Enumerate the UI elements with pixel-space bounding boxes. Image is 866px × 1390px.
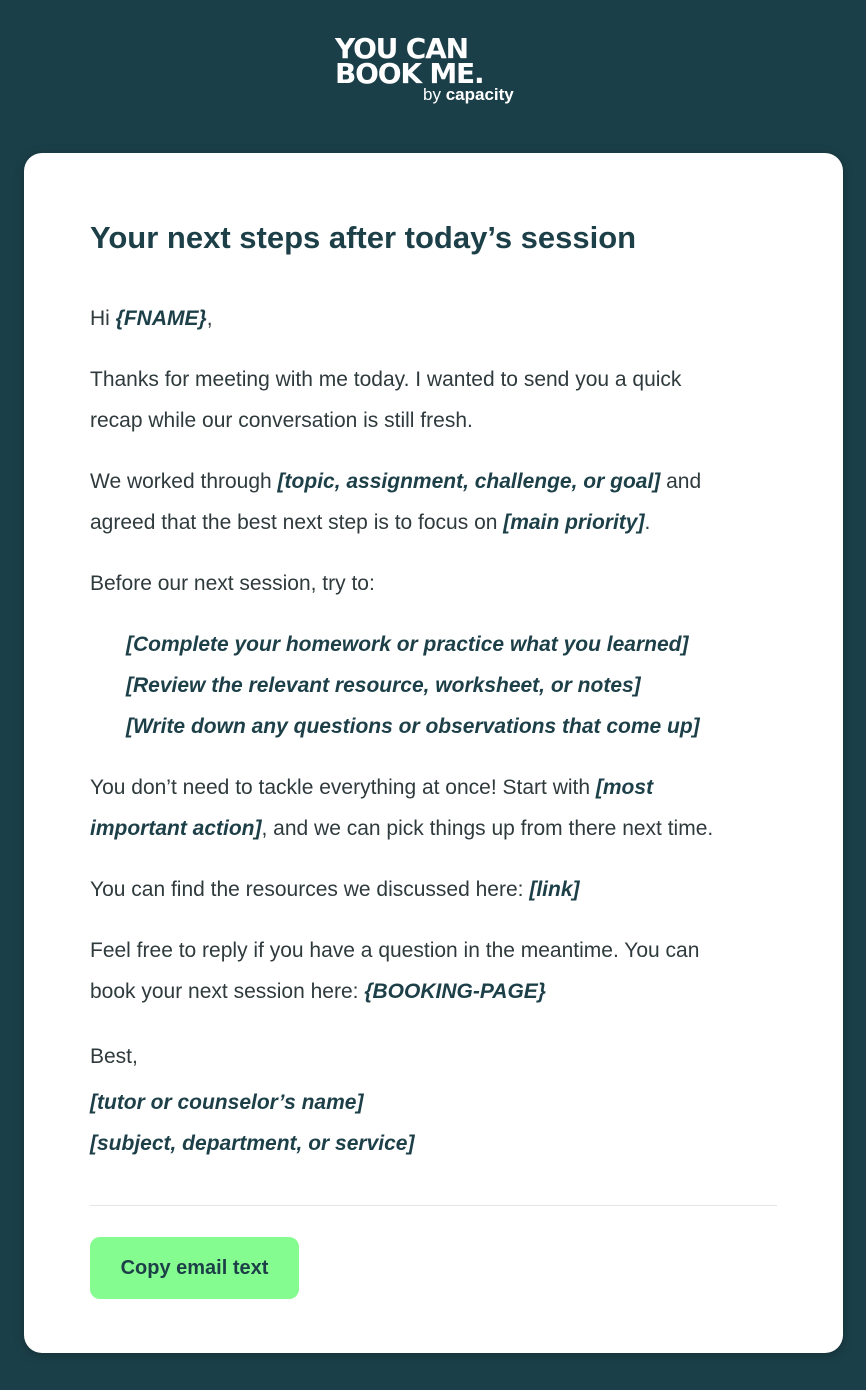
fname-placeholder: {FNAME} bbox=[115, 307, 207, 330]
reply-line-1: Feel free to reply if you have a question in the meantime. You can bbox=[90, 939, 700, 962]
priority-placeholder: [main priority] bbox=[503, 511, 645, 534]
task-item: [Write down any questions or observations that come up] bbox=[126, 715, 700, 738]
copy-email-text-button[interactable]: Copy email text bbox=[90, 1237, 299, 1299]
logo-by: by bbox=[423, 85, 441, 104]
email-template-card bbox=[24, 153, 843, 1353]
logo-company: capacity bbox=[445, 85, 514, 104]
reply-text: book your next session here: bbox=[90, 980, 365, 1003]
paragraph-before-next: Before our next session, try to: bbox=[90, 572, 375, 595]
paragraph-worked-through bbox=[90, 461, 701, 543]
tackle-text-2: , and we can pick things up from there next time. bbox=[261, 817, 714, 840]
greeting-suffix: , bbox=[206, 307, 213, 330]
action-placeholder-start: [most bbox=[595, 776, 654, 799]
logo-line-1: YOU CAN bbox=[335, 32, 468, 65]
worked-text-1: We worked through bbox=[90, 470, 278, 493]
signature-department-placeholder: [subject, department, or service] bbox=[90, 1132, 415, 1155]
paragraph-thanks-line-2: recap while our conversation is still fresh. bbox=[90, 409, 473, 432]
task-list bbox=[126, 624, 700, 747]
paragraph-thanks bbox=[90, 359, 681, 441]
paragraph-thanks-line-1: Thanks for meeting with me today. I wanted to send you a quick bbox=[90, 368, 682, 391]
logo-byline bbox=[423, 86, 535, 104]
task-item: [Review the relevant resource, worksheet, or notes] bbox=[126, 674, 641, 697]
brand-logo bbox=[335, 32, 535, 104]
logo-line-2: BOOK ME. bbox=[335, 57, 484, 90]
worked-text-2: and bbox=[660, 470, 702, 493]
paragraph-resources bbox=[90, 869, 580, 910]
link-placeholder: [link] bbox=[529, 878, 580, 901]
signature bbox=[90, 1082, 414, 1164]
action-placeholder-end: important action] bbox=[90, 817, 262, 840]
greeting-prefix: Hi bbox=[90, 307, 116, 330]
divider bbox=[90, 1205, 777, 1206]
worked-text-3: agreed that the best next step is to focus on bbox=[90, 511, 504, 534]
paragraph-tackle bbox=[90, 767, 713, 849]
signoff: Best, bbox=[90, 1045, 138, 1068]
email-title: Your next steps after today’s session bbox=[90, 220, 637, 255]
booking-page-placeholder: {BOOKING-PAGE} bbox=[364, 980, 546, 1003]
paragraph-reply bbox=[90, 930, 699, 1012]
topic-placeholder: [topic, assignment, challenge, or goal] bbox=[277, 470, 661, 493]
resources-text: You can find the resources we discussed here: bbox=[90, 878, 530, 901]
worked-text-4: . bbox=[644, 511, 651, 534]
task-item: [Complete your homework or practice what you learned] bbox=[126, 633, 689, 656]
greeting bbox=[90, 298, 213, 339]
signature-name-placeholder: [tutor or counselor’s name] bbox=[90, 1091, 364, 1114]
tackle-text-1: You don’t need to tackle everything at once! Start with bbox=[90, 776, 596, 799]
